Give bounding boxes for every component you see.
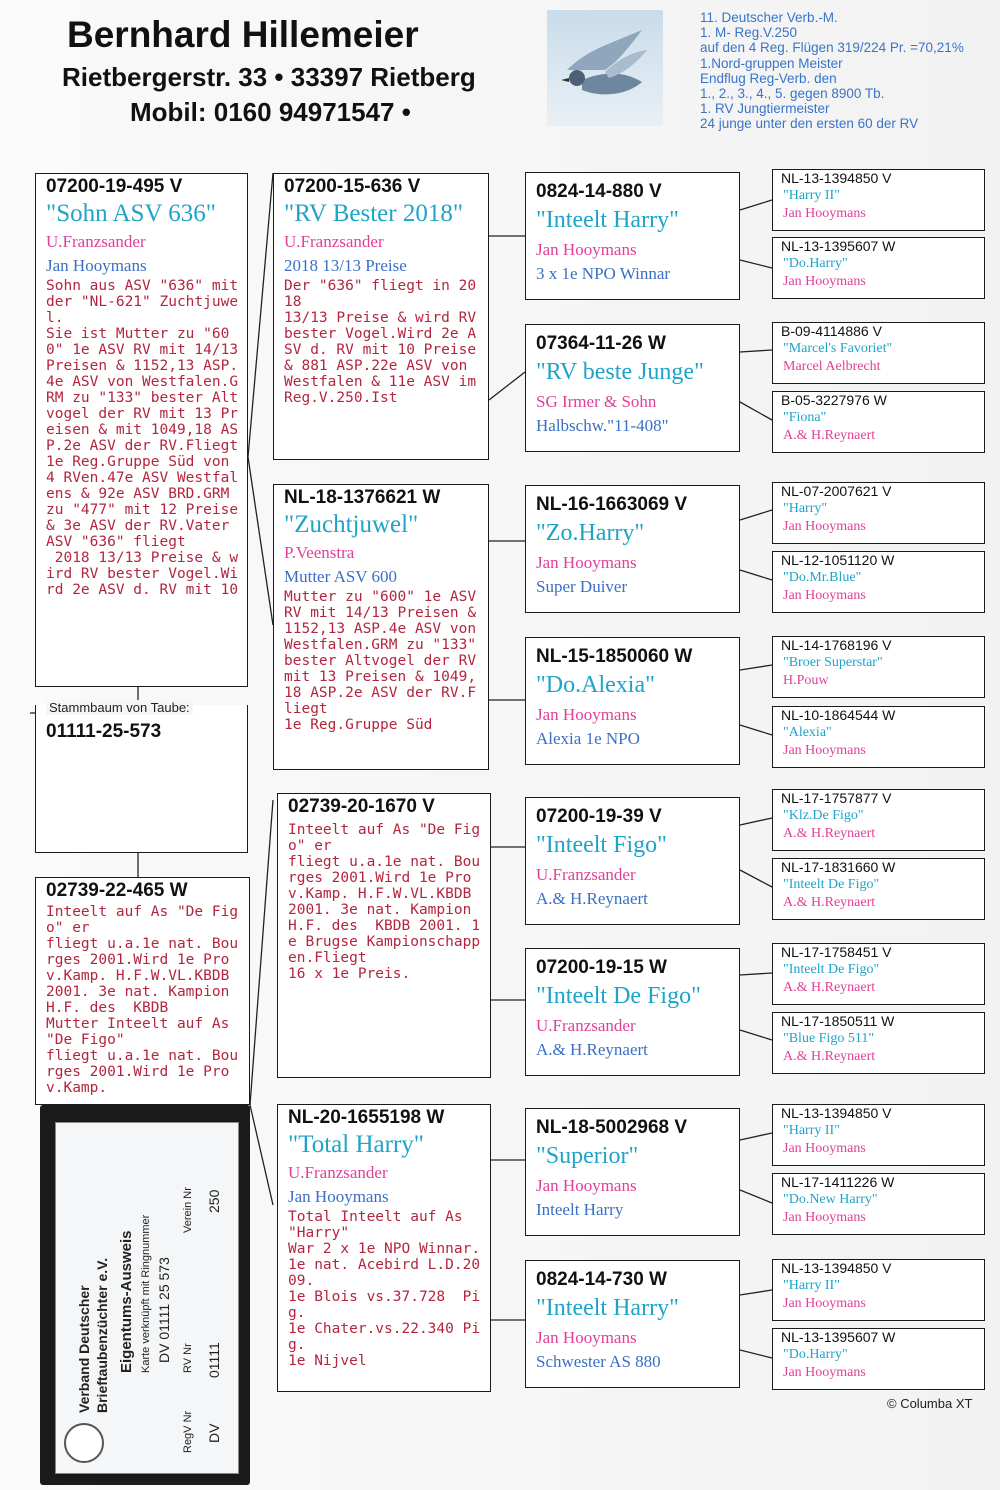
anc-ring: NL-13-1394850 V: [781, 1260, 892, 1276]
ggp-breeder: Jan Hooymans: [536, 1328, 637, 1347]
grandparent-card: [273, 484, 489, 770]
mother-card: [35, 877, 250, 1105]
anc-ring: NL-13-1394850 V: [781, 170, 892, 186]
ancestor-card: [772, 391, 985, 453]
grandparent-card: [273, 173, 489, 460]
card-ring-code: DV 01111 25 573: [156, 1257, 172, 1363]
great-grandparent-card: [525, 1260, 740, 1388]
great-grandparent-card: [525, 1108, 740, 1236]
ggp-breeder: Jan Hooymans: [536, 705, 637, 724]
ggp-name: "Inteelt Harry": [536, 1295, 679, 1321]
anc-breeder: Jan Hooymans: [783, 1210, 866, 1225]
gp-breeder: P.Veenstra: [284, 543, 355, 562]
card-col-regv: RegV Nr: [182, 1410, 194, 1453]
anc-ring: NL-12-1051120 W: [781, 552, 895, 568]
anc-ring: NL-17-1831660 W: [781, 859, 896, 875]
anc-breeder: A.& H.Reynaert: [783, 428, 876, 443]
ggp-name: "Inteelt De Figo": [536, 983, 701, 1009]
anc-name: "Inteelt De Figo": [783, 962, 880, 977]
anc-name: "Klz.De Figo": [783, 808, 864, 823]
anc-name: "Harry II": [783, 188, 840, 203]
subject-card: [35, 705, 248, 853]
anc-name: "Harry II": [783, 1123, 840, 1138]
ownership-card: [40, 1105, 250, 1485]
grandparent-card: [277, 793, 491, 1078]
ancestor-card: [772, 1104, 985, 1166]
ggp-breeder: SG Irmer & Sohn: [536, 392, 657, 411]
anc-name: "Do.Mr.Blue": [783, 570, 862, 585]
card-subtitle: Karte verknüpft mit Ringnummer: [140, 1214, 152, 1373]
ggp-breeder: Jan Hooymans: [536, 553, 637, 572]
ancestor-card: [772, 1173, 985, 1235]
achievement-line: 1.Nord-gruppen Meister: [700, 55, 843, 71]
ancestor-card: [772, 1012, 985, 1074]
father-line: Jan Hooymans: [46, 256, 147, 275]
ggp-breeder: U.Franzsander: [536, 1016, 636, 1035]
achievement-line: 24 junge unter den ersten 60 der RV: [700, 116, 919, 132]
anc-name: "Do.Harry": [783, 256, 848, 271]
father-card: [35, 173, 248, 687]
card-val-verein: 250: [206, 1189, 222, 1213]
gp-note: Total Inteelt auf As "Harry" War 2 x 1e NPO Winnar. 1e nat. Acebird L.D.2009. 1e Blois vs.37.728 Pig. 1e Chater.vs.22.340 Pig. 1e Nijvel: [288, 1209, 481, 1369]
gp-breeder: U.Franzsander: [284, 232, 384, 251]
achievement-line: auf den 4 Reg. Flügen 319/224 Pr. =70,21%: [700, 40, 964, 56]
ancestor-card: [772, 789, 985, 851]
dv-logo-icon: [64, 1423, 104, 1463]
achievement-line: 1. RV Jungtiermeister: [700, 101, 830, 117]
ancestor-card: [772, 551, 985, 613]
ggp-line: 3 x 1e NPO Winnar: [536, 264, 671, 283]
anc-ring: B-09-4114886 V: [781, 323, 882, 339]
achievement-line: 1. M- Reg.V.250: [700, 25, 798, 41]
ancestor-card: [772, 1328, 985, 1390]
gp-note: Der "636" fliegt in 2018 13/13 Preise & wird RV bester Vogel.Wird 2e ASV d. RV mit 10 Preise & 881 ASP.22e ASV von Westfalen & 11e ASV im Reg.V.250.Ist: [284, 278, 477, 406]
gp-ring: 07200-15-636 V: [284, 176, 421, 197]
gp-breeder: U.Franzsander: [288, 1163, 388, 1182]
gp-ring: NL-18-1376621 W: [284, 487, 441, 508]
gp-ring: NL-20-1655198 W: [288, 1107, 445, 1128]
ggp-line: Super Duiver: [536, 577, 628, 596]
father-name: "Sohn ASV 636": [46, 200, 216, 227]
anc-breeder: A.& H.Reynaert: [783, 980, 876, 995]
card-col-rv: RV Nr: [182, 1343, 194, 1373]
ggp-breeder: Jan Hooymans: [536, 240, 637, 259]
father-note: Sohn aus ASV "636" mit der "NL-621" Zuchtjuwel. Sie ist Mutter zu "600" 1e ASV RV mit 14/13 Preisen & 1152,13 ASP.4e ASV von Westfalen.GRM zu "133" bester Altvogel der RV mit 13 Preisen & mit 1049,18 ASP.2e ASV der RV.Fliegt 1e Reg.Gruppe Süd von 4 RVen.47e ASV Westfalens & 92e ASV BRD.GRM zu "477" mit 12 Preise & 3e ASV der RV.Vater ASV "636" fliegt 2018 13/13 Preise & wird RV bester Vogel.Wird 2e ASV d. RV mit 10: [46, 278, 239, 598]
ggp-name: "Zo.Harry": [536, 520, 645, 546]
ancestor-card: [772, 169, 985, 231]
father-breeder: U.Franzsander: [46, 232, 146, 251]
anc-ring: NL-13-1395607 W: [781, 238, 896, 254]
gp-name: "Total Harry": [288, 1131, 424, 1158]
anc-breeder: A.& H.Reynaert: [783, 895, 876, 910]
anc-ring: NL-17-1411226 W: [781, 1174, 895, 1190]
ggp-name: "Inteelt Figo": [536, 832, 667, 858]
copyright-footer: © Columba XT: [887, 1396, 973, 1411]
anc-ring: NL-17-1757877 V: [781, 790, 892, 806]
ancestor-card: [772, 706, 985, 768]
gp-line: Jan Hooymans: [288, 1187, 389, 1206]
gp-name: "RV Bester 2018": [284, 200, 464, 227]
ancestor-card: [772, 482, 985, 544]
anc-breeder: Jan Hooymans: [783, 206, 866, 221]
gp-line: 2018 13/13 Preise: [284, 256, 407, 275]
ancestor-card: [772, 1259, 985, 1321]
great-grandparent-card: [525, 637, 740, 765]
anc-name: "Marcel's Favoriet": [783, 341, 893, 356]
anc-ring: NL-07-2007621 V: [781, 483, 892, 499]
ancestor-card: [772, 636, 985, 698]
anc-name: "Inteelt De Figo": [783, 877, 880, 892]
card-val-rv: 01111: [206, 1342, 222, 1378]
anc-name: "Do.Harry": [783, 1347, 848, 1362]
ggp-line: A.& H.Reynaert: [536, 1040, 648, 1059]
ggp-ring: 07200-19-39 V: [536, 806, 662, 827]
anc-ring: B-05-3227976 W: [781, 392, 887, 408]
anc-breeder: Jan Hooymans: [783, 588, 866, 603]
ggp-breeder: U.Franzsander: [536, 865, 636, 884]
great-grandparent-card: [525, 485, 740, 613]
anc-ring: NL-13-1395607 W: [781, 1329, 896, 1345]
anc-name: "Do.New Harry": [783, 1192, 878, 1207]
gp-note: Inteelt auf As "De Figo" er fliegt u.a.1e nat. Bourges 2001.Wird 1e Prov.Kamp. H.F.W.VL.KBDB 2001. 3e nat. Kampion H.F. des KBDB 2001. 1e Brugse Kampionschappen.Fliegt 16 x 1e Preis.: [288, 822, 481, 982]
ggp-name: "Inteelt Harry": [536, 207, 679, 233]
anc-ring: NL-13-1394850 V: [781, 1105, 892, 1121]
achievement-line: 11. Deutscher Verb.-M.: [700, 10, 838, 25]
anc-ring: NL-10-1864544 W: [781, 707, 896, 723]
ggp-breeder: Jan Hooymans: [536, 1176, 637, 1195]
breeder-phone: Mobil: 0160 94971547 •: [130, 97, 411, 127]
anc-name: "Harry": [783, 501, 828, 516]
anc-ring: NL-17-1850511 W: [781, 1013, 895, 1029]
anc-name: "Alexia": [783, 725, 832, 740]
achievement-line: Endflug Reg-Verb. den: [700, 70, 837, 86]
father-ring: 07200-19-495 V: [46, 176, 183, 197]
gp-name: "Zuchtjuwel": [284, 511, 419, 538]
anc-breeder: H.Pouw: [783, 673, 829, 688]
anc-breeder: A.& H.Reynaert: [783, 1049, 876, 1064]
ancestor-card: [772, 322, 985, 384]
subject-label: Stammbaum von Taube:: [46, 700, 193, 715]
ggp-ring: NL-15-1850060 W: [536, 646, 693, 667]
ggp-line: Alexia 1e NPO: [536, 729, 640, 748]
great-grandparent-card: [525, 324, 740, 452]
grandparent-card: [277, 1104, 491, 1392]
breeder-address: Rietbergerstr. 33 • 33397 Rietberg: [62, 62, 476, 92]
anc-breeder: Jan Hooymans: [783, 1141, 866, 1156]
card-title: Eigentums-Ausweis: [118, 1230, 135, 1373]
ancestor-card: [772, 237, 985, 299]
card-org2: Brieftaubenzüchter e.V.: [94, 1257, 110, 1413]
ggp-ring: 07200-19-15 W: [536, 957, 667, 978]
anc-ring: NL-14-1768196 V: [781, 637, 892, 653]
ownership-card-body: [55, 1122, 239, 1474]
great-grandparent-card: [525, 948, 740, 1076]
ggp-line: Schwester AS 880: [536, 1352, 661, 1371]
breeder-name: Bernhard Hillemeier: [67, 14, 419, 55]
anc-breeder: Jan Hooymans: [783, 274, 866, 289]
ggp-ring: NL-16-1663069 V: [536, 494, 688, 515]
ggp-line: Inteelt Harry: [536, 1200, 624, 1219]
card-org: Verband Deutscher: [76, 1285, 92, 1413]
anc-name: "Blue Figo 511": [783, 1031, 875, 1046]
gp-line: Mutter ASV 600: [284, 567, 398, 586]
anc-breeder: A.& H.Reynaert: [783, 826, 876, 841]
ggp-ring: NL-18-5002968 V: [536, 1117, 688, 1138]
ggp-name: "RV beste Junge": [536, 359, 704, 385]
ancestor-card: [772, 858, 985, 920]
great-grandparent-card: [525, 797, 740, 925]
ggp-ring: 0824-14-880 V: [536, 181, 662, 202]
anc-name: "Fiona": [783, 410, 827, 425]
anc-ring: NL-17-1758451 V: [781, 944, 892, 960]
card-col-verein: Verein Nr: [182, 1187, 194, 1233]
anc-name: "Broer Superstar": [783, 655, 883, 670]
anc-breeder: Marcel Aelbrecht: [783, 359, 881, 374]
subject-ring: 01111-25-573: [46, 721, 162, 742]
anc-breeder: Jan Hooymans: [783, 743, 866, 758]
ggp-name: "Superior": [536, 1143, 639, 1169]
anc-breeder: Jan Hooymans: [783, 1365, 866, 1380]
gp-ring: 02739-20-1670 V: [288, 796, 435, 817]
ggp-name: "Do.Alexia": [536, 672, 655, 698]
mother-ring: 02739-22-465 W: [46, 880, 188, 901]
achievement-line: 1., 2., 3., 4., 5. gegen 8900 Tb.: [700, 86, 885, 102]
ggp-ring: 07364-11-26 W: [536, 333, 666, 354]
ggp-line: A.& H.Reynaert: [536, 889, 648, 908]
anc-breeder: Jan Hooymans: [783, 1296, 866, 1311]
ggp-ring: 0824-14-730 W: [536, 1269, 667, 1290]
anc-name: "Harry II": [783, 1278, 840, 1293]
card-val-regv: DV: [206, 1423, 222, 1443]
mother-note: Inteelt auf As "De Figo" er fliegt u.a.1e nat. Bourges 2001.Wird 1e Prov.Kamp. H.F.W.VL.KBDB 2001. 3e nat. Kampion H.F. des KBDB Mutter Inteelt auf As "De Figo" fliegt u.a.1e nat. Bourges 2001.Wird 1e Prov.Kamp.: [46, 904, 239, 1096]
ggp-line: Halbschw."11-408": [536, 416, 669, 435]
great-grandparent-card: [525, 172, 740, 300]
anc-breeder: Jan Hooymans: [783, 519, 866, 534]
gp-note: Mutter zu "600" 1e ASV RV mit 14/13 Preisen & 1152,13 ASP.4e ASV von Westfalen.GRM zu "133" bester Altvogel der RV mit 13 Preisen & 1049,18 ASP.2e ASV der RV.Fliegt 1e Reg.Gruppe Süd: [284, 589, 477, 733]
ancestor-card: [772, 943, 985, 1005]
